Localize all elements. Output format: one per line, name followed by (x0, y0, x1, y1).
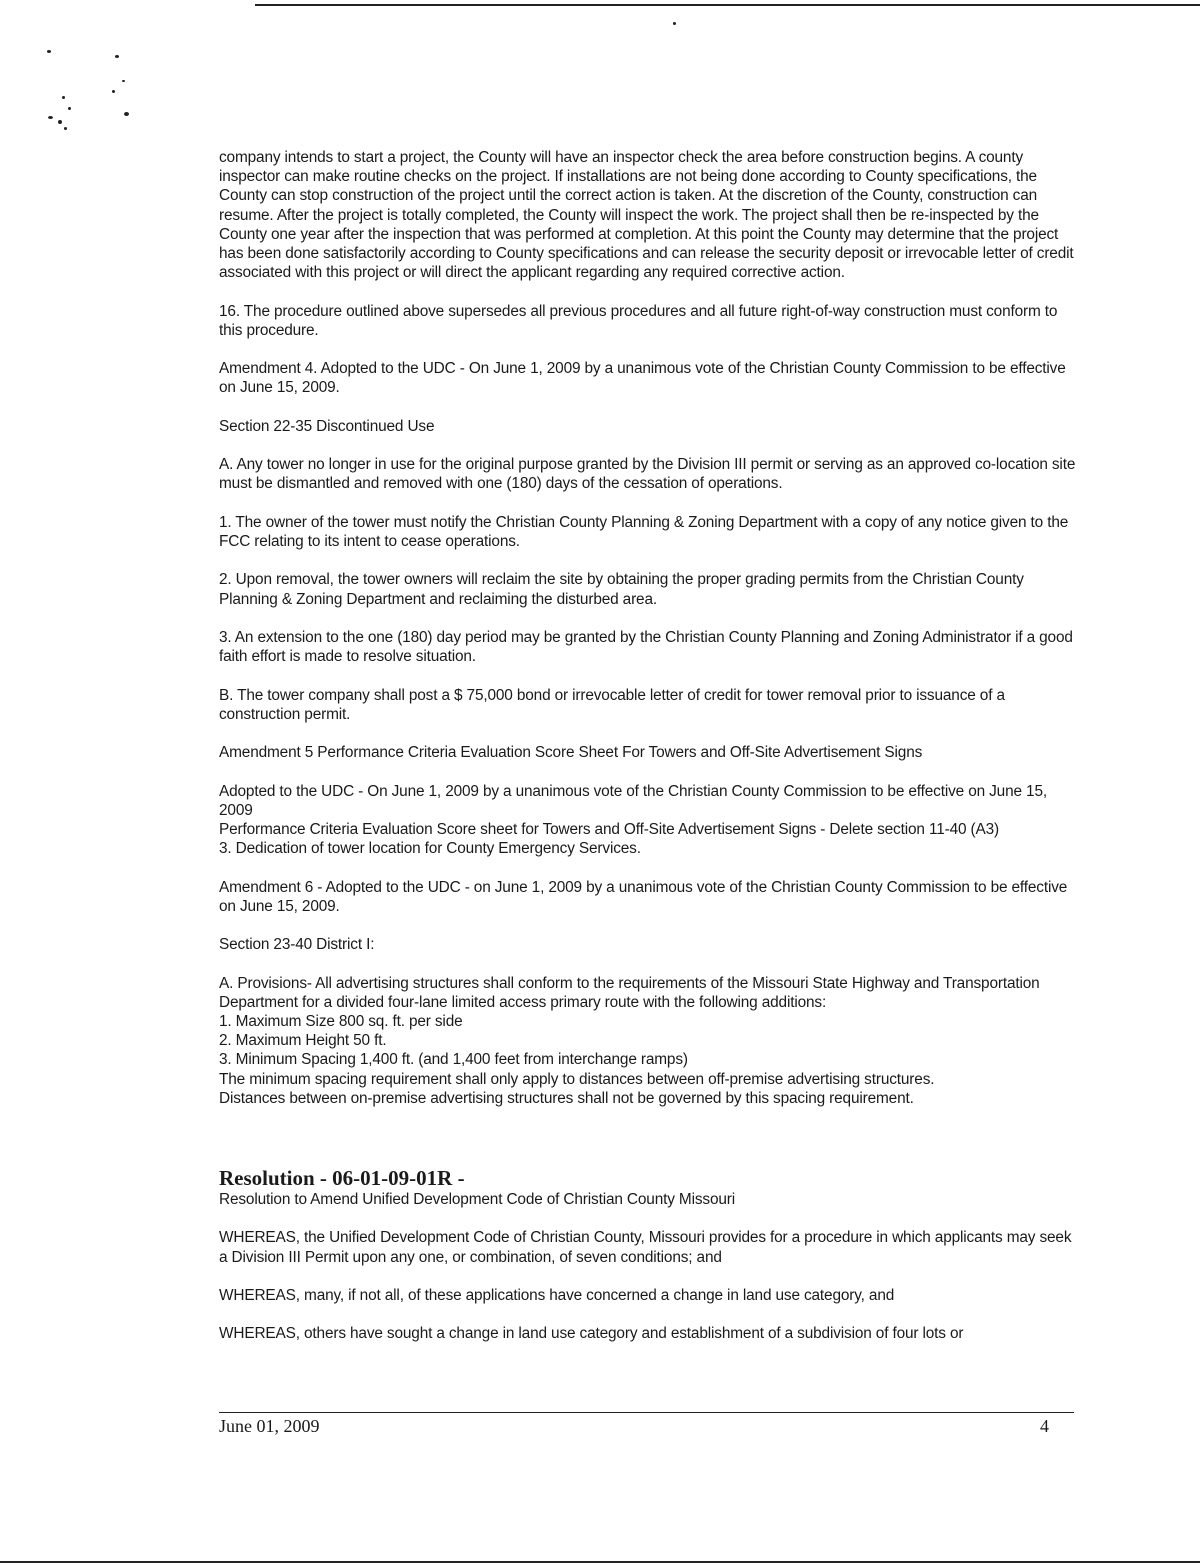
paragraph-amendment-5-body: Adopted to the UDC - On June 1, 2009 by a unanimous vote of the Christian County Commission to be effective on June 15, 2009 Performance Criteria Evaluation Score sheet for Towers and Off-Site Advertisement Signs - Delete section 11-40 (A3) 3. Dedication of tower location for County Emergency Services. (219, 782, 1047, 858)
scan-speck (124, 112, 129, 116)
scan-speck (62, 96, 65, 99)
scan-speck (673, 22, 676, 25)
resolution-whereas-3: WHEREAS, others have sought a change in land use category and establishment of a subdivision of four lots or (219, 1325, 964, 1343)
scan-speck (48, 116, 53, 119)
paragraph-amendment-4: Amendment 4. Adopted to the UDC - On June 1, 2009 by a unanimous vote of the Christian County Commission to be effective on June 15, 2009. (219, 360, 1066, 397)
document-body (219, 148, 1079, 1344)
page-number: 4 (1040, 1416, 1049, 1436)
scan-speck (68, 107, 71, 110)
scan-speck (122, 80, 125, 82)
paragraph-discontinued-a: A. Any tower no longer in use for the original purpose granted by the Division III permit or serving as an approved co-location site must be dismantled and removed with one (180) days of the cessation of operations. (219, 456, 1076, 493)
scan-speck (112, 90, 115, 93)
resolution-heading: Resolution - 06-01-09-01R - (219, 1165, 465, 1190)
section-heading-23-40: Section 23-40 District I: (219, 936, 375, 954)
paragraph-district-provisions: A. Provisions- All advertising structures shall conform to the requirements of the Missouri State Highway and Transportation Department for a divided four-lane limited access primary route with the following additions: 1. Maximum Size 800 sq. ft. per side 2. Maximum Height 50 ft. 3. Minimum Spacing 1,400 ft. (and 1,400 feet from interchange ramps) The minimum spacing requirement shall only apply to distances between off-premise advertising structures. Distances between on-premise advertising structures shall not be governed by this spacing requirement. (219, 974, 1040, 1107)
section-spacer (219, 1108, 1079, 1166)
resolution-subtitle: Resolution to Amend Unified Development Code of Christian County Missouri (219, 1190, 736, 1208)
paragraph-amendment-5-title: Amendment 5 Performance Criteria Evaluation Score Sheet For Towers and Off-Site Advertisement Signs (219, 744, 923, 762)
paragraph-discontinued-2: 2. Upon removal, the tower owners will reclaim the site by obtaining the proper grading permits from the Christian County Planning & Zoning Department and reclaiming the disturbed area. (219, 571, 1024, 608)
scan-edge-bottom (0, 1561, 1200, 1563)
paragraph-item-16: 16. The procedure outlined above supersedes all previous procedures and all future right-of-way construction must conform to this procedure. (219, 302, 1058, 339)
scan-speck (115, 55, 119, 58)
resolution-whereas-2: WHEREAS, many, if not all, of these applications have concerned a change in land use category, and (219, 1286, 895, 1304)
scan-speck (47, 50, 51, 53)
scan-speck (64, 127, 67, 130)
section-heading-22-35: Section 22-35 Discontinued Use (219, 417, 435, 435)
scan-speck (58, 120, 62, 124)
footer-date: June 01, 2009 (219, 1416, 320, 1436)
paragraph-discontinued-3: 3. An extension to the one (180) day period may be granted by the Christian County Planning and Zoning Administrator if a good faith effort is made to resolve situation. (219, 628, 1073, 666)
paragraph-discontinued-b: B. The tower company shall post a $ 75,000 bond or irrevocable letter of credit for tower removal prior to issuance of a construction permit. (219, 686, 1005, 723)
paragraph-discontinued-1: 1. The owner of the tower must notify the Christian County Planning & Zoning Department with a copy of any notice given to the FCC relating to its intent to cease operations. (219, 513, 1069, 550)
footer-rule (219, 1412, 1074, 1413)
resolution-whereas-1: WHEREAS, the Unified Development Code of Christian County, Missouri provides for a procedure in which applicants may seek a Division III Permit upon any one, or combination, of seven conditions; and (219, 1229, 1072, 1266)
paragraph-inspection-procedure: company intends to start a project, the County will have an inspector check the area before construction begins. A county inspector can make routine checks on the project. If installations are not being done according to County specifications, the County can stop construction of the project until the correct action is taken. At the discretion of the County, construction can resume. After the project is totally completed, the County will inspect the work. The project shall then be re-inspected by the County one year after the inspection that was performed at completion. At this point the County may determine that the project has been done satisfactorily according to County specifications and can release the security deposit or irrevocable letter of credit associated with this project or will direct the applicant regarding any required corrective action. (219, 149, 1074, 282)
scan-edge-top (255, 4, 1200, 6)
paragraph-amendment-6: Amendment 6 - Adopted to the UDC - on June 1, 2009 by a unanimous vote of the Christian County Commission to be effective on June 15, 2009. (219, 878, 1068, 915)
